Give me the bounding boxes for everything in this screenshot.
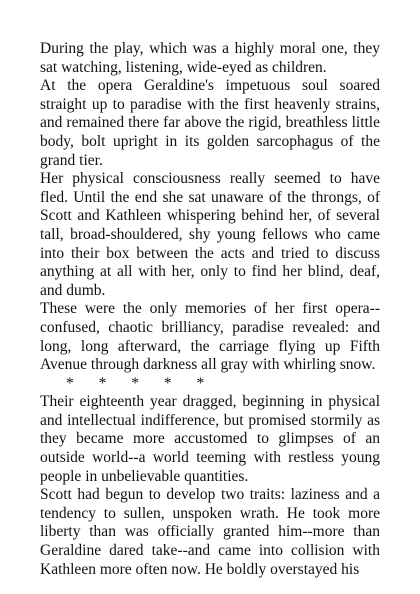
- section-separator: * * * * *: [66, 374, 205, 392]
- paragraph-consciousness: Her physical consciousness really seemed to have fled. Until the end she sat unaware of the throngs, of Scott and Kathleen whispering behind her, of several tall, broad-shouldered, shy young fellows who came into their box between the acts and tried to discuss anything at all with her, only to find her blind, deaf, and dumb.: [40, 170, 380, 299]
- paragraph-eighteenth-year: Their eighteenth year dragged, beginning in physical and intellectual indifference, but promised stormily as they became more accustomed to glimpses of an outside world--a world teeming with restless young people in unbelievable quantities.: [40, 393, 380, 485]
- paragraph-memories: These were the only memories of her first opera--confused, chaotic brilliancy, paradise revealed: and long, long afterward, the carriage flying up Fifth Avenue through darkness all gray with whirling snow.: [40, 300, 380, 374]
- document-page: [40, 40, 380, 579]
- paragraph-scott-traits: Scott had begun to develop two traits: laziness and a tendency to sullen, unspoken wrath. He took more liberty than was officially granted him--more than Geraldine dared take--and came into collision with Kathleen more often now. He boldly overstayed his: [40, 486, 380, 578]
- paragraph-play: During the play, which was a highly moral one, they sat watching, listening, wide-eyed as children.: [40, 40, 380, 76]
- paragraph-opera: At the opera Geraldine's impetuous soul soared straight up to paradise with the first heavenly strains, and remained there far above the rigid, breathless little body, bolt upright in its golden sarcophagus of the grand tier.: [40, 77, 380, 169]
